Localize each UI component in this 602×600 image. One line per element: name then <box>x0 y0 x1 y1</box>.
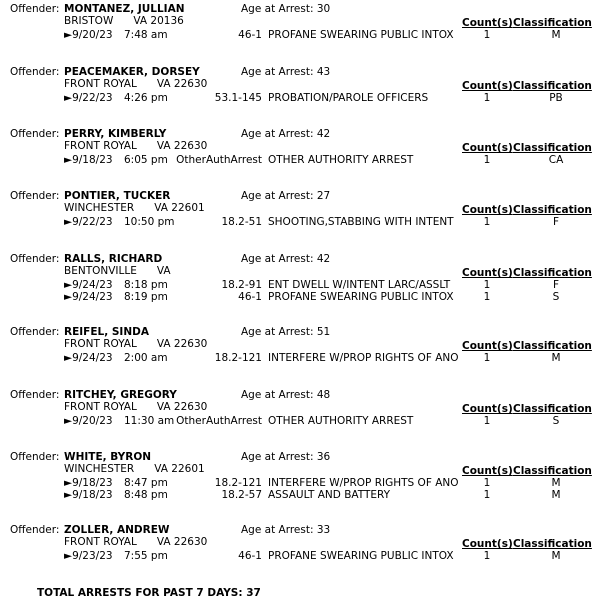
charge-date: ►9/18/23 <box>64 477 113 489</box>
charge-date: ►9/20/23 <box>64 415 113 427</box>
offender-state: VA <box>154 463 168 475</box>
age-label: Age at Arrest: <box>241 190 314 202</box>
charge-code: 18.2-57 <box>221 489 262 501</box>
offender-address <box>64 401 207 413</box>
charge-row <box>0 291 602 303</box>
classification-header: Classification <box>513 17 592 29</box>
offender-address <box>64 536 207 548</box>
count-header: Count(s) <box>462 17 513 29</box>
arrow-icon: ► <box>64 154 73 166</box>
age-at-arrest <box>241 253 330 265</box>
age-at-arrest <box>241 128 330 140</box>
charge-classification: M <box>551 29 561 41</box>
offender-state: VA <box>133 15 148 27</box>
charge-description: OTHER AUTHORITY ARREST <box>268 154 414 166</box>
offender-name: WHITE, BYRON <box>64 451 152 463</box>
charge-code: 18.2-91 <box>221 279 262 291</box>
age-at-arrest <box>241 3 330 15</box>
charge-row <box>0 279 602 291</box>
offender-address <box>64 265 171 277</box>
count-header: Count(s) <box>462 80 513 92</box>
charge-classification: F <box>552 216 560 228</box>
charge-date: ►9/23/23 <box>64 550 113 562</box>
charge-classification: M <box>551 550 561 562</box>
charge-code: 18.2-121 <box>214 477 262 489</box>
charge-count: 1 <box>483 92 491 104</box>
charge-time: 4:26 pm <box>124 92 168 104</box>
offender-address <box>64 338 207 350</box>
offender-zip: 22601 <box>171 463 205 475</box>
total-value: 37 <box>246 587 261 599</box>
charge-code: 46-1 <box>238 291 262 303</box>
age-label: Age at Arrest: <box>241 389 314 401</box>
offender-city: BENTONVILLE <box>64 265 137 277</box>
charge-count: 1 <box>483 29 491 41</box>
charge-classification: M <box>551 477 561 489</box>
charge-description: PROBATION/PAROLE OFFICERS <box>268 92 429 104</box>
arrow-icon: ► <box>64 550 73 562</box>
offender-zip: 22601 <box>171 202 205 214</box>
charge-row <box>0 92 602 104</box>
charge-time: 8:18 pm <box>124 279 168 291</box>
age-at-arrest <box>241 389 330 401</box>
charge-description: PROFANE SWEARING PUBLIC INTOX <box>268 291 454 303</box>
offender-address <box>64 463 205 475</box>
age-value: 42 <box>316 253 331 265</box>
charge-date: ►9/24/23 <box>64 291 113 303</box>
offender-label: Offender: <box>10 389 60 401</box>
offender-city: FRONT ROYAL <box>64 140 137 152</box>
offender-city: FRONT ROYAL <box>64 401 137 413</box>
count-header: Count(s) <box>462 465 513 477</box>
charge-date: ►9/18/23 <box>64 154 113 166</box>
charge-code: 53.1-145 <box>214 92 262 104</box>
charge-date: ►9/24/23 <box>64 352 113 364</box>
age-value: 30 <box>316 3 331 15</box>
arrow-icon: ► <box>64 352 73 364</box>
offender-zip: 22630 <box>173 338 208 350</box>
charge-classification: M <box>551 489 561 501</box>
offender-state: VA <box>156 536 171 548</box>
offender-zip: 22630 <box>173 78 208 90</box>
count-header: Count(s) <box>462 267 513 279</box>
offender-city: BRISTOW <box>64 15 114 27</box>
age-label: Age at Arrest: <box>241 66 314 78</box>
offender-name: ZOLLER, ANDREW <box>64 524 170 536</box>
offender-name: REIFEL, SINDA <box>64 326 149 338</box>
classification-header: Classification <box>513 340 592 352</box>
offender-state: VA <box>156 401 171 413</box>
charge-classification: CA <box>548 154 564 166</box>
charge-description: PROFANE SWEARING PUBLIC INTOX <box>268 550 454 562</box>
offender-city: FRONT ROYAL <box>64 338 137 350</box>
arrow-icon: ► <box>64 477 73 489</box>
charge-classification: S <box>552 415 560 427</box>
charge-classification: F <box>552 279 560 291</box>
offender-address <box>64 202 205 214</box>
charge-code: 18.2-121 <box>214 352 262 364</box>
offender-name: RITCHEY, GREGORY <box>64 389 177 401</box>
charge-classification: S <box>552 291 560 303</box>
count-header: Count(s) <box>462 204 513 216</box>
charge-count: 1 <box>483 550 491 562</box>
charge-code: 46-1 <box>238 29 262 41</box>
arrow-icon: ► <box>64 92 73 104</box>
age-value: 42 <box>316 128 331 140</box>
offender-zip: 22630 <box>173 401 208 413</box>
offender-address <box>64 140 207 152</box>
offender-state: VA <box>156 140 171 152</box>
arrow-icon: ► <box>64 216 73 228</box>
age-at-arrest <box>241 451 330 463</box>
classification-header: Classification <box>513 80 592 92</box>
charge-row <box>0 216 602 228</box>
charge-row <box>0 352 602 364</box>
offender-state: VA <box>156 265 171 277</box>
charge-code: 46-1 <box>238 550 262 562</box>
offender-zip: 22630 <box>173 140 208 152</box>
charge-row <box>0 550 602 562</box>
charge-row <box>0 415 602 427</box>
offender-address <box>64 78 207 90</box>
charge-description: ENT DWELL W/INTENT LARC/ASSLT <box>268 279 451 291</box>
charge-date: ►9/22/23 <box>64 92 113 104</box>
offender-label: Offender: <box>10 3 60 15</box>
age-at-arrest <box>241 326 330 338</box>
age-at-arrest <box>241 190 330 202</box>
count-header: Count(s) <box>462 142 513 154</box>
charge-description: INTERFERE W/PROP RIGHTS OF ANO <box>268 352 459 364</box>
charge-time: 10:50 pm <box>124 216 175 228</box>
age-value: 48 <box>316 389 331 401</box>
age-at-arrest <box>241 66 330 78</box>
charge-date: ►9/18/23 <box>64 489 113 501</box>
age-value: 27 <box>316 190 331 202</box>
charge-time: 8:19 pm <box>124 291 168 303</box>
offender-label: Offender: <box>10 66 60 78</box>
age-value: 43 <box>316 66 331 78</box>
charge-description: SHOOTING,STABBING WITH INTENT <box>268 216 454 228</box>
charge-count: 1 <box>483 352 491 364</box>
total-label: TOTAL ARRESTS FOR PAST 7 DAYS: <box>37 587 243 599</box>
classification-header: Classification <box>513 142 592 154</box>
offender-state: VA <box>156 78 171 90</box>
offender-city: FRONT ROYAL <box>64 536 137 548</box>
offender-city: WINCHESTER <box>64 202 135 214</box>
arrow-icon: ► <box>64 291 73 303</box>
age-value: 33 <box>316 524 331 536</box>
age-label: Age at Arrest: <box>241 524 314 536</box>
offender-city: WINCHESTER <box>64 463 135 475</box>
classification-header: Classification <box>513 204 592 216</box>
charge-row <box>0 477 602 489</box>
charge-time: 6:05 pm <box>124 154 168 166</box>
arrow-icon: ► <box>64 415 73 427</box>
age-label: Age at Arrest: <box>241 326 314 338</box>
offender-label: Offender: <box>10 524 60 536</box>
charge-row <box>0 154 602 166</box>
charge-time: 8:47 pm <box>124 477 168 489</box>
charge-count: 1 <box>483 216 491 228</box>
charge-code: OtherAuthArrest <box>176 415 262 427</box>
offender-label: Offender: <box>10 128 60 140</box>
charge-time: 7:55 pm <box>124 550 168 562</box>
charge-code: OtherAuthArrest <box>176 154 262 166</box>
charge-count: 1 <box>483 415 491 427</box>
offender-name: MONTANEZ, JULLIAN <box>64 3 185 15</box>
count-header: Count(s) <box>462 403 513 415</box>
offender-label: Offender: <box>10 190 60 202</box>
arrow-icon: ► <box>64 279 73 291</box>
charge-time: 7:48 am <box>124 29 168 41</box>
age-value: 51 <box>316 326 331 338</box>
offender-name: PEACEMAKER, DORSEY <box>64 66 200 78</box>
charge-classification: M <box>551 352 561 364</box>
classification-header: Classification <box>513 267 592 279</box>
charge-count: 1 <box>483 489 491 501</box>
arrow-icon: ► <box>64 29 73 41</box>
charge-row <box>0 489 602 501</box>
charge-date: ►9/22/23 <box>64 216 113 228</box>
charge-count: 1 <box>483 279 491 291</box>
count-header: Count(s) <box>462 538 513 550</box>
offender-label: Offender: <box>10 451 60 463</box>
classification-header: Classification <box>513 465 592 477</box>
charge-date: ►9/20/23 <box>64 29 113 41</box>
charge-count: 1 <box>483 154 491 166</box>
arrow-icon: ► <box>64 489 73 501</box>
offender-name: PERRY, KIMBERLY <box>64 128 167 140</box>
age-label: Age at Arrest: <box>241 253 314 265</box>
offender-label: Offender: <box>10 326 60 338</box>
offender-zip: 20136 <box>150 15 184 27</box>
charge-date: ►9/24/23 <box>64 279 113 291</box>
charge-time: 2:00 am <box>124 352 168 364</box>
charge-row <box>0 29 602 41</box>
charge-time: 11:30 am <box>124 415 175 427</box>
classification-header: Classification <box>513 538 592 550</box>
charge-count: 1 <box>483 291 491 303</box>
offender-label: Offender: <box>10 253 60 265</box>
charge-description: PROFANE SWEARING PUBLIC INTOX <box>268 29 454 41</box>
total-arrests <box>37 587 261 599</box>
offender-address <box>64 15 184 27</box>
offender-name: RALLS, RICHARD <box>64 253 163 265</box>
charge-time: 8:48 pm <box>124 489 168 501</box>
charge-code: 18.2-51 <box>221 216 262 228</box>
offender-city: FRONT ROYAL <box>64 78 137 90</box>
charge-classification: PB <box>549 92 563 104</box>
charge-description: ASSAULT AND BATTERY <box>268 489 391 501</box>
offender-zip: 22630 <box>173 536 208 548</box>
offender-name: PONTIER, TUCKER <box>64 190 171 202</box>
classification-header: Classification <box>513 403 592 415</box>
age-value: 36 <box>316 451 331 463</box>
charge-description: OTHER AUTHORITY ARREST <box>268 415 414 427</box>
count-header: Count(s) <box>462 340 513 352</box>
age-label: Age at Arrest: <box>241 128 314 140</box>
age-label: Age at Arrest: <box>241 451 314 463</box>
age-at-arrest <box>241 524 330 536</box>
offender-state: VA <box>156 338 171 350</box>
age-label: Age at Arrest: <box>241 3 314 15</box>
charge-count: 1 <box>483 477 491 489</box>
charge-description: INTERFERE W/PROP RIGHTS OF ANO <box>268 477 459 489</box>
offender-state: VA <box>154 202 168 214</box>
